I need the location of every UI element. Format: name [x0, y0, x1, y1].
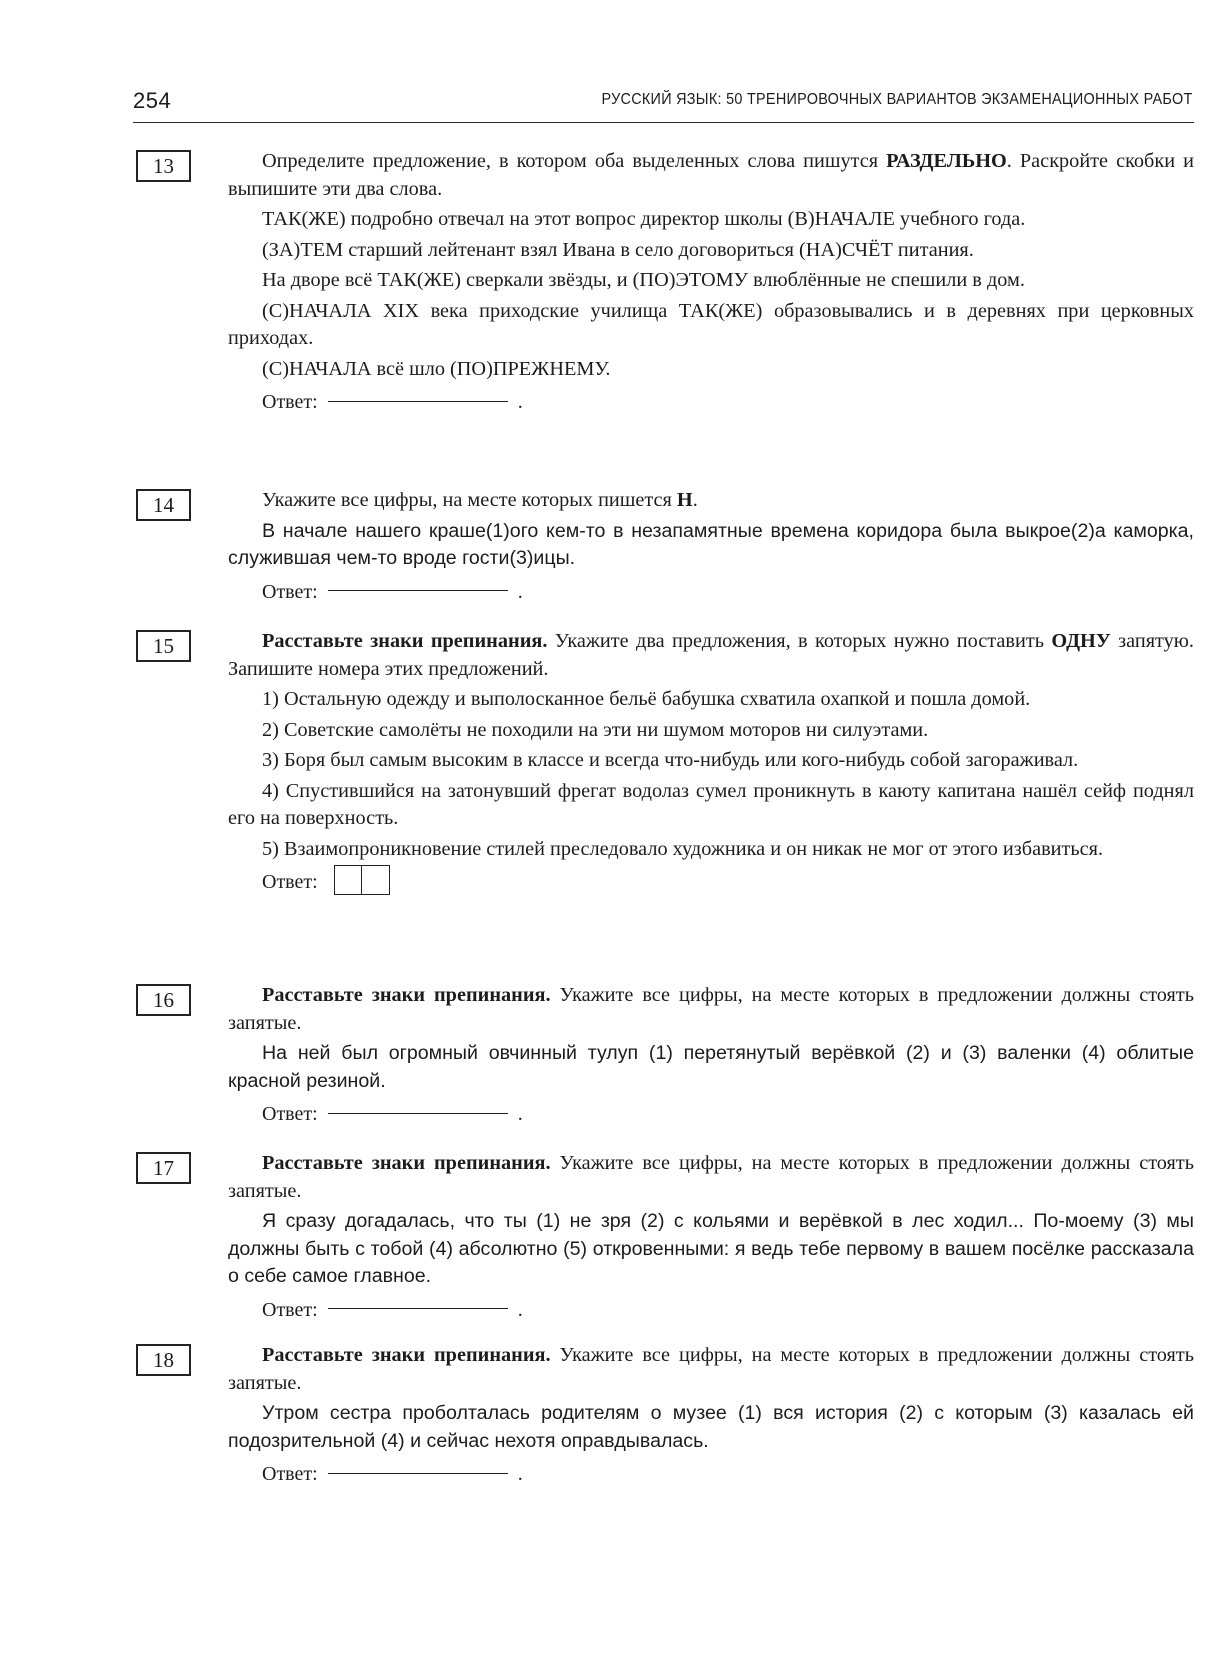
running-title: РУССКИЙ ЯЗЫК: 50 ТРЕНИРОВОЧНЫХ ВАРИАНТОВ ЭКЗАМЕНАЦИОННЫХ РАБОТ: [601, 91, 1193, 108]
task-15-sentence-3: 3) Боря был самым высоким в классе и всегда что-нибудь или кого-нибудь собой загораживал.: [262, 749, 1079, 771]
task-13-body: [228, 148, 1194, 419]
header-divider: [133, 122, 1194, 123]
task-14-body: [228, 487, 1194, 609]
task-16-text: На ней был огромный овчинный тулуп (1) перетянутый верёвкой (2) и (3) валенки (4) облитые красной резиной.: [228, 1042, 1194, 1092]
answer-label: Ответ:: [262, 871, 318, 893]
task-13-sentence-1: ТАК(ЖЕ) подробно отвечал на этот вопрос директор школы (В)НАЧАЛЕ учебного года.: [262, 208, 1026, 230]
task-13-sentence-5: (С)НАЧАЛА всё шло (ПО)ПРЕЖНЕМУ.: [262, 357, 611, 380]
answer-cells[interactable]: [334, 865, 390, 895]
answer-field-18[interactable]: Ответ: .: [262, 1463, 523, 1485]
task-number-17: 17: [136, 1152, 191, 1184]
answer-field-14[interactable]: Ответ: .: [262, 580, 523, 603]
keyword-separately: РАЗДЕЛЬНО: [886, 150, 1007, 172]
answer-line[interactable]: [328, 1308, 508, 1309]
task-13-sentence-3: На дворе всё ТАК(ЖЕ) сверкали звёзды, и (ПО)ЭТОМУ влюблённые не спешили в дом.: [262, 269, 1025, 291]
answer-label: Ответ:: [262, 1103, 318, 1125]
answer-field-17[interactable]: Ответ: .: [262, 1298, 523, 1321]
task-14-instruction: Укажите все цифры, на месте которых пишется Н.: [262, 489, 698, 511]
task-18-instruction: Расставьте знаки препинания. Укажите все цифры, на месте которых в предложении должны стоять запятые.: [228, 1344, 1194, 1394]
task-17-instruction: Расставьте знаки препинания. Укажите все цифры, на месте которых в предложении должны стоять запятые.: [228, 1152, 1194, 1202]
task-17-body: [228, 1150, 1194, 1327]
answer-field-16[interactable]: Ответ: .: [262, 1103, 523, 1125]
answer-label: Ответ:: [262, 391, 318, 413]
task-number-14: 14: [136, 489, 191, 521]
task-number-13: 13: [136, 150, 191, 182]
answer-line[interactable]: [328, 401, 508, 402]
task-14-text: В начале нашего краше(1)ого кем-то в незапамятные времена коридора была выкрое(2)а каморка, служившая чем-то вроде гости(3)ицы.: [228, 519, 1194, 569]
task-15-sentence-2: 2) Советские самолёты не походили на эти ни шумом моторов ни силуэтами.: [262, 718, 929, 741]
answer-cell-2[interactable]: [362, 865, 390, 895]
task-16-instruction: Расставьте знаки препинания. Укажите все цифры, на месте которых в предложении должны стоять запятые.: [228, 984, 1194, 1034]
task-number-16: 16: [136, 984, 191, 1016]
task-13-instruction: Определите предложение, в котором оба выделенных слова пишутся РАЗДЕЛЬНО. Раскройте скобки и выпишите эти два слова.: [228, 150, 1194, 200]
task-15-instruction: Расставьте знаки препинания. Укажите два предложения, в которых нужно поставить ОДНУ запятую. Запишите номера этих предложений.: [228, 630, 1194, 680]
answer-field-13[interactable]: Ответ: .: [262, 391, 523, 413]
task-16-body: [228, 982, 1194, 1131]
task-15-sentence-1: 1) Остальную одежду и выполосканное бельё бабушка схватила охапкой и пошла домой.: [262, 688, 1031, 710]
task-15-sentence-5: 5) Взаимопроникновение стилей преследовало художника и он никак не мог от этого избавиться.: [262, 837, 1104, 860]
answer-cell-1[interactable]: [334, 865, 362, 895]
task-18-text: Утром сестра проболталась родителям о музее (1) вся история (2) с которым (3) казалась ей подозрительной (4) и сейчас нехотя оправдывалась.: [228, 1402, 1194, 1452]
page-number: 254: [133, 88, 172, 113]
task-number-18: 18: [136, 1344, 191, 1376]
answer-line[interactable]: [328, 590, 508, 591]
task-13-sentence-2: (ЗА)ТЕМ старший лейтенант взял Ивана в село договориться (НА)СЧЁТ питания.: [262, 238, 974, 261]
answer-field-15[interactable]: [228, 869, 1194, 899]
answer-line[interactable]: [328, 1473, 508, 1474]
answer-label: Ответ:: [262, 1298, 318, 1321]
task-number-15: 15: [136, 630, 191, 662]
answer-label: Ответ:: [262, 580, 318, 603]
answer-label: Ответ:: [262, 1463, 318, 1485]
task-15-body: [228, 628, 1194, 899]
task-17-text: Я сразу догадалась, что ты (1) не зря (2) с кольями и верёвкой в лес ходил... По-моему (3) мы должны быть с тобой (4) абсолютно (5) откровенными: я ведь тебе первому в вашем посёлке рассказала о себе самое главное.: [228, 1210, 1194, 1287]
task-15-sentence-4: 4) Спустившийся на затонувший фрегат водолаз сумел проникнуть в каюту капитана нашёл сейф поднял его на поверхность.: [228, 779, 1194, 829]
task-18-body: [228, 1342, 1194, 1491]
task-13-sentence-4: (С)НАЧАЛА XIX века приходские училища ТАК(ЖЕ) образовывались и в деревнях при церковных приходах.: [228, 299, 1194, 349]
answer-line[interactable]: [328, 1113, 508, 1114]
